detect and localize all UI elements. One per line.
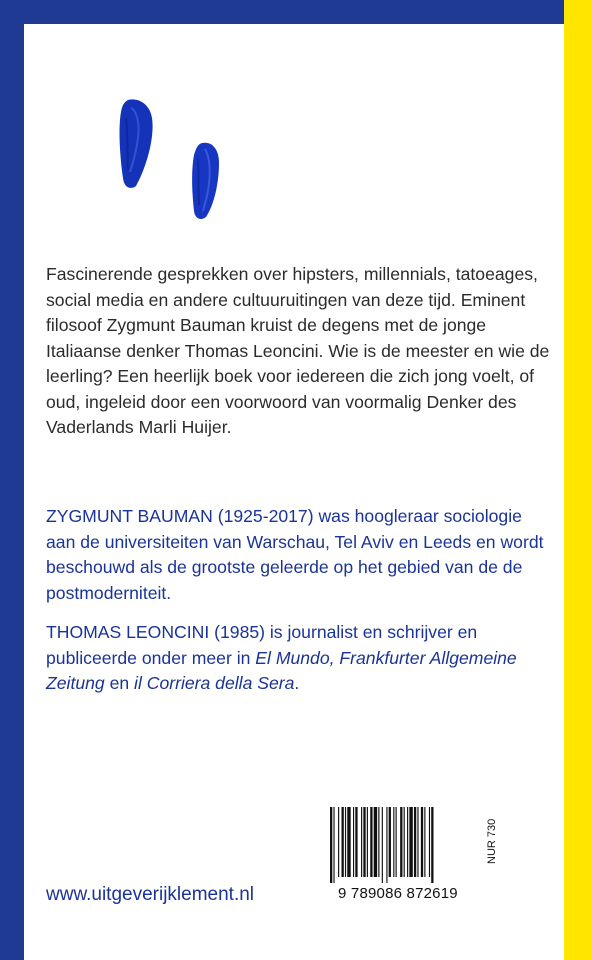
blurb-text: Fascinerende gesprekken over hipsters, millennials, tatoeages, social media en andere cultuuruitingen van deze tijd. Eminent filosoof Zygmunt Bauman kruist de degens met de jonge Italiaanse denker Thomas Leoncini. Wie is de meester en wie de leerling? Een heerlijk boek voor iedereen die zich jong voelt, of oud, ingeleid door een voorwoord van voormalig Denker des Vaderlands Marli Huijer. bbox=[46, 264, 550, 437]
barcode-bar bbox=[421, 807, 423, 877]
barcode-bar bbox=[378, 807, 379, 877]
barcode-bar bbox=[347, 807, 350, 877]
back-cover-page bbox=[24, 24, 564, 960]
barcode-bar bbox=[330, 807, 332, 883]
publisher-website: www.uitgeverijklement.nl bbox=[46, 884, 255, 905]
barcode-bar bbox=[333, 807, 334, 883]
author-bio-leoncini bbox=[46, 620, 551, 697]
barcode-bar bbox=[429, 807, 430, 877]
barcode-bar bbox=[363, 807, 365, 877]
barcode-bar bbox=[414, 807, 416, 877]
barcode-bar bbox=[342, 807, 344, 877]
barcode-bar bbox=[417, 807, 418, 877]
brush-blot-right bbox=[188, 141, 222, 221]
barcode-bar bbox=[355, 807, 357, 877]
barcode-bar bbox=[353, 807, 354, 877]
barcode-bar bbox=[374, 807, 377, 877]
bio-leoncini-publication-1: El Mundo, Frankfurter Allgemeine Zeitung bbox=[46, 647, 517, 693]
barcode-bar bbox=[409, 807, 412, 877]
barcode-bar bbox=[338, 807, 339, 877]
isbn-digits: 9 789086 872619 bbox=[338, 885, 458, 902]
barcode-bar bbox=[407, 807, 408, 877]
barcode-bar bbox=[400, 807, 402, 877]
brush-blot-left bbox=[116, 98, 158, 190]
yellow-side-strip bbox=[564, 0, 592, 960]
barcode-bar bbox=[345, 807, 346, 877]
barcode-bar bbox=[396, 807, 397, 877]
barcode-bar bbox=[404, 807, 405, 877]
bio-leoncini-publication-2: il Corriera della Sera bbox=[134, 673, 295, 693]
bio-leoncini-mid: en bbox=[104, 673, 135, 693]
barcode-bar bbox=[424, 807, 425, 877]
bio-leoncini-end: . bbox=[294, 673, 300, 693]
barcode-bar bbox=[370, 807, 372, 877]
barcode-bar bbox=[367, 807, 368, 877]
nur-code: NUR 730 bbox=[486, 818, 498, 864]
barcode-bar bbox=[431, 807, 433, 883]
barcode-bar bbox=[386, 807, 387, 883]
bio-leoncini-intro: THOMAS LEONCINI (1985) is journalist en schrijver en publiceerde onder meer in bbox=[46, 622, 478, 668]
author-bio-bauman: ZYGMUNT BAUMAN (1925-2017) was hoogleraar sociologie aan de universiteiten van Warschau, Tel Aviv en Leeds en wordt beschouwd als de grootste geleerde op het gebied van de de postmoderniteit. bbox=[46, 506, 544, 603]
barcode-bars bbox=[324, 803, 482, 883]
barcode bbox=[324, 803, 482, 895]
barcode-bar bbox=[361, 807, 362, 877]
barcode-bar bbox=[389, 807, 391, 877]
barcode-bar bbox=[393, 807, 394, 877]
barcode-bar bbox=[382, 807, 383, 883]
